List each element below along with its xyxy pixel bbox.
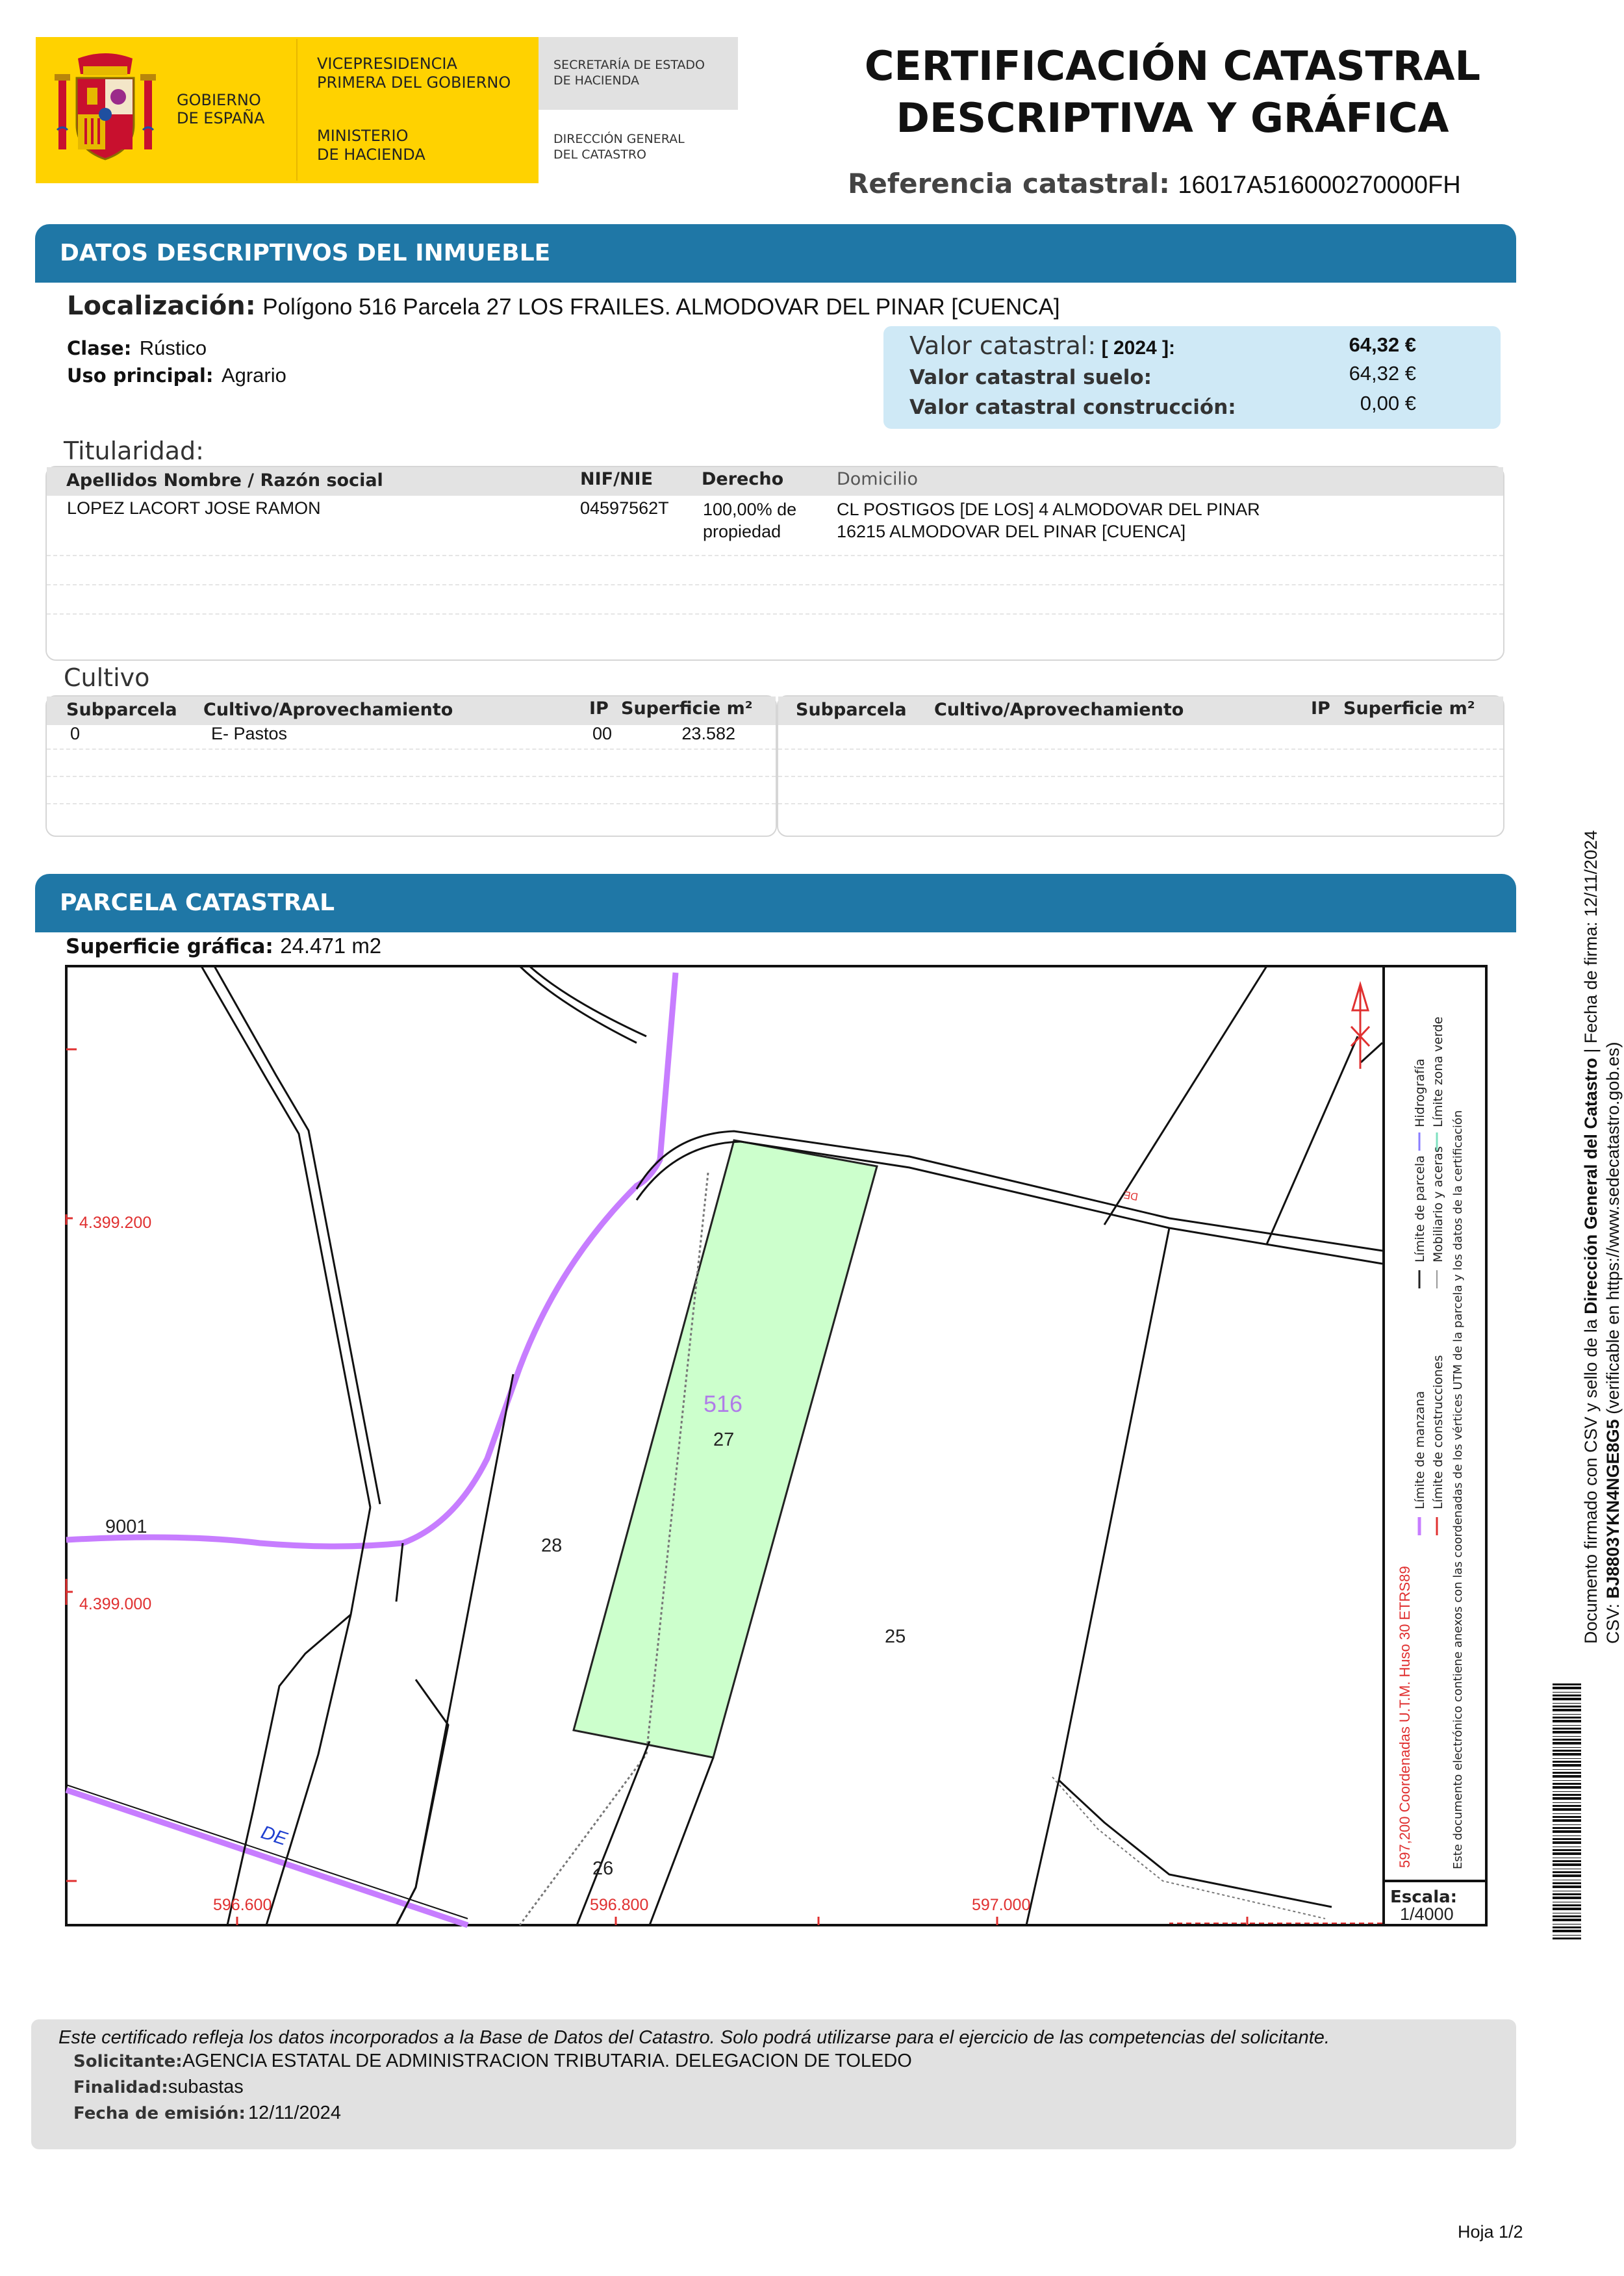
cultivo-subparcela: 0 <box>70 724 81 743</box>
cultivo-col-subparcela-2: Subparcela <box>796 700 907 720</box>
cultivo-col-superficie-2: Superficie m² <box>1343 698 1475 719</box>
legend-mobiliario: Mobiliario y aceras <box>1431 1146 1445 1262</box>
utm-x-label-3: 597.000 <box>972 1896 1031 1914</box>
utm-y-label-1: 4.399.200 <box>79 1214 152 1232</box>
legend-manzana: Límite de manzana <box>1413 1390 1427 1509</box>
parcel-label-9001: 9001 <box>105 1516 147 1537</box>
gobierno-label: GOBIERNO DE ESPAÑA <box>177 91 265 127</box>
titular-nombre: LOPEZ LACORT JOSE RAMON <box>67 498 321 518</box>
section-title-descriptivos: DATOS DESCRIPTIVOS DEL INMUEBLE <box>35 224 1516 283</box>
ref-value: 16017A516000270000FH <box>1178 172 1461 199</box>
valor-construccion-label: Valor catastral construcción: <box>909 396 1236 419</box>
uso-principal: Uso principal: Agrario <box>67 364 286 387</box>
escala-value: 1/4000 <box>1400 1904 1454 1924</box>
solicitante: Solicitante:AGENCIA ESTATAL DE ADMINISTRACION TRIBUTARIA. DELEGACION DE TOLEDO <box>73 2051 912 2071</box>
utm-y-label-2: 4.399.000 <box>79 1595 152 1613</box>
cultivo-title: Cultivo <box>64 663 150 692</box>
cultivo-col-superficie: Superficie m² <box>621 698 753 719</box>
polygon-label: 516 <box>704 1390 743 1417</box>
titularidad-title: Titularidad: <box>64 437 204 465</box>
legend-hidrografia: Hidrografía <box>1413 1058 1427 1127</box>
barcode <box>1553 1683 1581 1939</box>
utm-x-label-1: 596.600 <box>213 1896 272 1914</box>
legend-parcela: Límite de parcela <box>1413 1155 1427 1262</box>
clase: Clase: Rústico <box>67 337 207 359</box>
section-title-parcela: PARCELA CATASTRAL <box>35 874 1516 932</box>
fecha-emision: Fecha de emisión: 12/11/2024 <box>73 2103 341 2123</box>
side-line-2: CSV: BJ8803YKN4NGE8G5 (verificable en https://www.sedecatastro.gob.es) <box>1603 1042 1623 1644</box>
header-divider <box>296 39 298 181</box>
side-signature-text <box>1580 830 1624 1644</box>
localizacion: Localización: Polígono 516 Parcela 27 LOS FRAILES. ALMODOVAR DEL PINAR [CUENCA] <box>67 291 1060 321</box>
col-header-nif: NIF/NIE <box>580 469 653 489</box>
legend-zona-verde: Límite zona verde <box>1431 1016 1445 1127</box>
cultivo-col-cultivo: Cultivo/Aprovechamiento <box>203 700 453 720</box>
valor-suelo-label: Valor catastral suelo: <box>909 366 1152 389</box>
side-line-1: Documento firmado con CSV y sello de la Dirección General del Catastro | Fecha de firma: 12/11/2024 <box>1581 830 1601 1644</box>
col-header-nombre: Apellidos Nombre / Razón social <box>66 470 383 491</box>
titular-nif: 04597562T <box>580 498 669 518</box>
valor-suelo-value: 64,32 € <box>1349 362 1416 385</box>
cultivo-ip: 00 <box>592 724 613 743</box>
utm-x-label-2: 596.800 <box>590 1896 649 1914</box>
titular-domicilio: CL POSTIGOS [DE LOS] 4 ALMODOVAR DEL PINAR 16215 ALMODOVAR DEL PINAR [CUENCA] <box>837 500 1260 541</box>
ministerio-label: MINISTERIO DE HACIENDA <box>317 127 425 164</box>
valor-catastral-row: Valor catastral: [ 2024 ]: <box>909 331 1176 360</box>
legend-nota: Este documento electrónico contiene anexos con las coordenadas de los vértices UTM de la parcela y los datos de la certificación <box>1451 1110 1465 1869</box>
valor-catastral-value: 64,32 € <box>1349 333 1416 356</box>
section-bar-underline <box>35 276 1516 281</box>
referencia-catastral: Referencia catastral: 16017A516000270000FH <box>848 168 1461 199</box>
finalidad: Finalidad:subastas <box>73 2077 244 2097</box>
parcel-label-27: 27 <box>713 1429 735 1450</box>
parcel-label-28: 28 <box>541 1535 563 1556</box>
disclaimer: Este certificado refleja los datos incorporados a la Base de Datos del Catastro. Solo podrá utilizarse para el ejercicio de las competencias del solicitante. <box>58 2027 1330 2048</box>
parcel-label-25: 25 <box>885 1626 906 1647</box>
page-number: Hoja 1/2 <box>1458 2222 1523 2242</box>
cultivo-col-cultivo-2: Cultivo/Aprovechamiento <box>934 700 1184 720</box>
road-label-de-2: DE <box>1123 1188 1139 1202</box>
col-header-derecho: Derecho <box>702 469 784 489</box>
cultivo-col-ip-2: IP <box>1311 698 1330 719</box>
cultivo-aprovechamiento: E- Pastos <box>211 724 288 743</box>
road-label-de: DE <box>258 1822 290 1850</box>
legend-construcciones: Límite de construcciones <box>1431 1355 1445 1509</box>
coat-of-arms-logo <box>53 52 157 166</box>
escala-label: Escala: <box>1390 1887 1458 1907</box>
cadastral-map <box>65 965 1488 1926</box>
superficie-grafica: Superficie gráfica: 24.471 m2 <box>66 934 382 958</box>
document-title: CERTIFICACIÓN CATASTRAL DESCRIPTIVA Y GRÁFICA <box>864 42 1481 142</box>
valor-construccion-value: 0,00 € <box>1360 392 1416 415</box>
direccion-label: DIRECCIÓN GENERAL DEL CATASTRO <box>553 132 685 162</box>
col-header-domicilio: Domicilio <box>837 469 918 489</box>
secretaria-label: SECRETARÍA DE ESTADO DE HACIENDA <box>553 58 705 88</box>
cultivo-superficie: 23.582 <box>681 724 735 743</box>
cultivo-col-subparcela: Subparcela <box>66 700 177 720</box>
section-bar-underline-2 <box>35 926 1516 931</box>
cultivo-col-ip: IP <box>589 698 609 719</box>
titular-derecho: 100,00% de propiedad <box>703 500 797 541</box>
vicepresidencia-label: VICEPRESIDENCIA PRIMERA DEL GOBIERNO <box>317 55 511 92</box>
parcel-label-26: 26 <box>592 1858 614 1879</box>
titularidad-table <box>45 466 1504 661</box>
legend-coords: 597,200 Coordenadas U.T.M. Huso 30 ETRS89 <box>1397 1566 1413 1868</box>
